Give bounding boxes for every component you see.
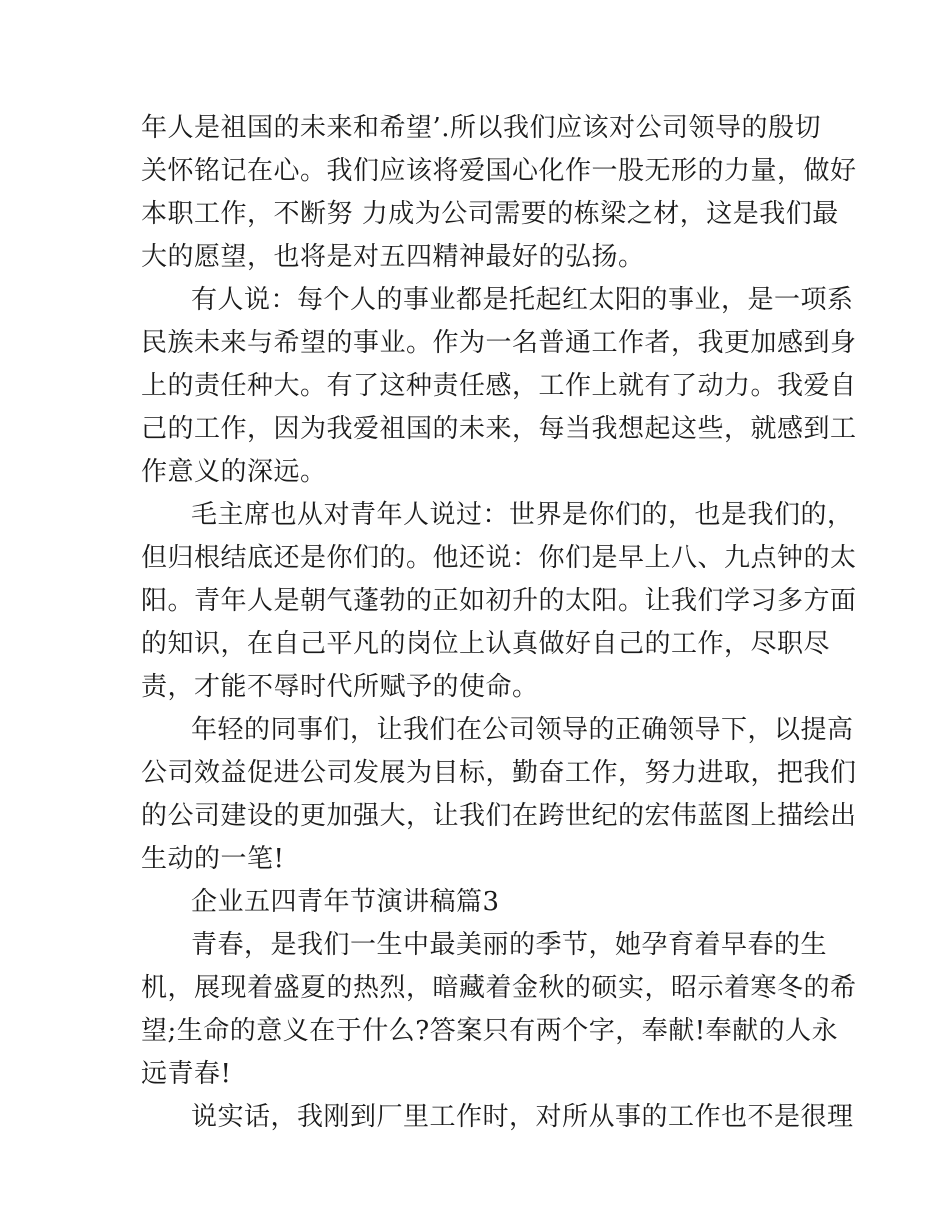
text-line: 生动的一笔! [141, 844, 285, 874]
text-line: 上的责任种大。有了这种责任感，工作上就有了动力。我爱自 [141, 371, 857, 401]
text-line: 大的愿望，也将是对五四精神最好的弘扬。 [141, 242, 645, 272]
text-line: 阳。青年人是朝气蓬勃的正如初升的太阳。让我们学习多方面 [141, 586, 857, 616]
paragraph-first-line: 说实话，我刚到厂里工作时，对所从事的工作也不是很理 [191, 1102, 854, 1132]
section-heading: 企业五四青年节演讲稿篇3 [191, 887, 500, 917]
text-line: 公司效益促进公司发展为目标，勤奋工作，努力进取，把我们 [141, 758, 857, 788]
text-line: 远青春! [141, 1059, 232, 1089]
paragraph-first-line: 有人说：每个人的事业都是托起红太阳的事业，是一项系 [191, 285, 854, 315]
text-line: 民族未来与希望的事业。作为一名普通工作者，我更加感到身 [141, 328, 857, 358]
paragraph-first-line: 毛主席也从对青年人说过：世界是你们的，也是我们的， [191, 500, 854, 530]
text-line: 关怀铭记在心。我们应该将爱国心化作一股无形的力量，做好 [141, 156, 857, 186]
text-line: 作意义的深远。 [141, 457, 327, 487]
paragraph-first-line: 年轻的同事们，让我们在公司领导的正确领导下，以提高 [191, 715, 854, 745]
paragraph-first-line: 青春，是我们一生中最美丽的季节，她孕育着早春的生 [191, 930, 828, 960]
text-line: 年人是祖国的未来和希望’.所以我们应该对公司领导的殷切 [141, 113, 822, 143]
text-line: 望;生命的意义在于什么?答案只有两个字，奉献!奉献的人永 [141, 1016, 839, 1046]
text-line: 但归根结底还是你们的。他还说：你们是早上八、九点钟的太 [141, 543, 857, 573]
text-line: 责，才能不辱时代所赋予的使命。 [141, 672, 539, 702]
text-line: 的公司建设的更加强大，让我们在跨世纪的宏伟蓝图上描绘出 [141, 801, 857, 831]
text-line: 己的工作，因为我爱祖国的未来，每当我想起这些，就感到工 [141, 414, 857, 444]
text-line: 本职工作，不断努 力成为公司需要的栋梁之材，这是我们最 [141, 199, 839, 229]
text-line: 的知识，在自己平凡的岗位上认真做好自己的工作，尽职尽 [141, 629, 831, 659]
text-line: 机，展现着盛夏的热烈，暗藏着金秋的硕实，昭示着寒冬的希 [141, 973, 857, 1003]
